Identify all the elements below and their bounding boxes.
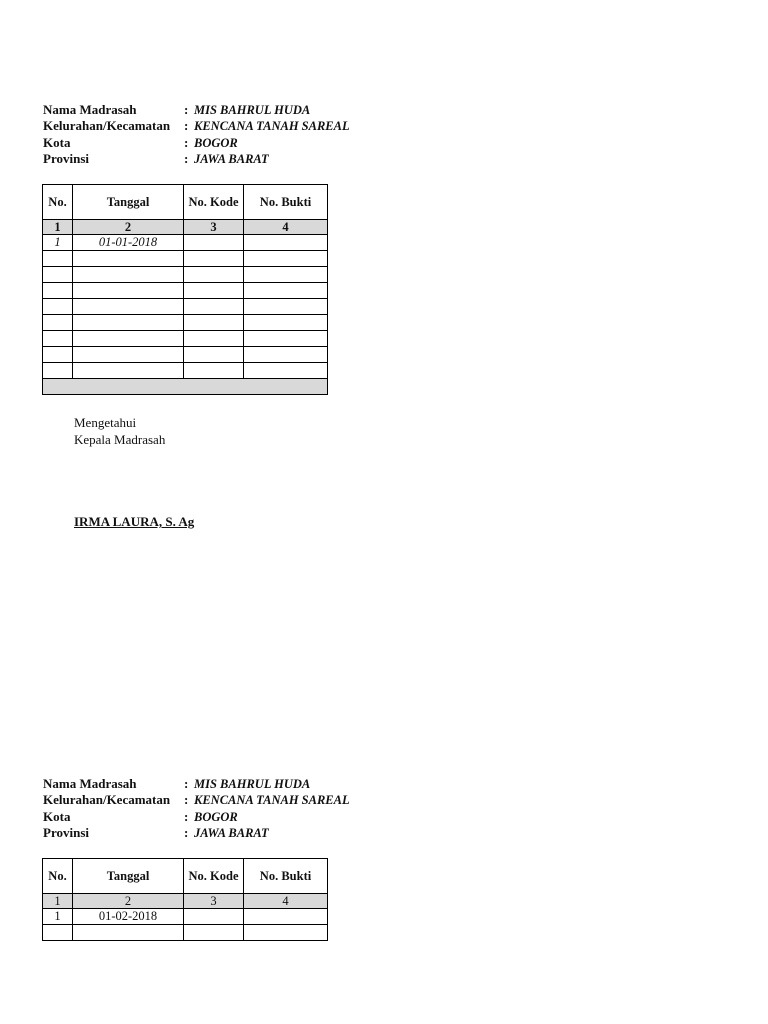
index-cell: 2 [73, 894, 184, 909]
index-row [43, 894, 328, 909]
table-row-empty [43, 331, 328, 347]
ledger-table-2 [42, 858, 328, 941]
info-row-kelurahan [43, 118, 350, 134]
header-tanggal: Tanggal [73, 185, 184, 220]
table-row-empty [43, 283, 328, 299]
table-row-empty [43, 347, 328, 363]
table-row [43, 909, 328, 925]
header-no-kode: No. Kode [184, 185, 244, 220]
info-colon: : [184, 776, 189, 791]
index-cell: 3 [184, 220, 244, 235]
cell-kode [184, 235, 244, 251]
info-label: Provinsi [43, 150, 89, 166]
cell-bukti [244, 909, 328, 925]
info-colon: : [184, 134, 189, 150]
cell-kode [184, 909, 244, 925]
info-value: JAWA BARAT [194, 825, 269, 840]
info-colon: : [184, 118, 189, 134]
info-label: Kota [43, 134, 71, 150]
index-cell: 3 [184, 894, 244, 909]
cell-bukti [244, 235, 328, 251]
info-row-nama [43, 776, 329, 792]
info-value: KENCANA TANAH SAREAL [194, 793, 350, 808]
info-label: Provinsi [43, 824, 89, 840]
index-cell: 2 [73, 220, 184, 235]
table-row-empty [43, 315, 328, 331]
cell-tanggal: 01-01-2018 [73, 235, 184, 251]
info-row-kelurahan [43, 792, 350, 808]
header-no-bukti: No. Bukti [244, 185, 328, 220]
info-row-provinsi [43, 825, 329, 841]
info-value: BOGOR [194, 809, 238, 824]
table-footer-row [43, 379, 328, 395]
info-label: Nama Madrasah [43, 102, 137, 117]
cell-tanggal: 01-02-2018 [73, 909, 184, 925]
cell-no: 1 [43, 235, 73, 251]
info-colon: : [184, 824, 189, 840]
signature-line-1: Mengetahui [74, 415, 137, 430]
cell-no: 1 [43, 909, 73, 925]
header-no-bukti: No. Bukti [244, 859, 328, 894]
info-row-provinsi [43, 151, 329, 167]
table-row [43, 235, 328, 251]
header-tanggal: Tanggal [73, 859, 184, 894]
index-cell: 1 [43, 894, 73, 909]
table-row-empty [43, 363, 328, 379]
table-header-row [43, 859, 328, 894]
info-value: BOGOR [194, 135, 238, 150]
table-row-empty [43, 267, 328, 283]
index-cell: 1 [43, 220, 73, 235]
info-value: KENCANA TANAH SAREAL [194, 119, 350, 134]
index-cell: 4 [244, 894, 328, 909]
info-row-kota [43, 809, 329, 825]
info-label: Kelurahan/Kecamatan [43, 792, 171, 808]
info-value: MIS BAHRUL HUDA [194, 103, 311, 117]
info-colon: : [184, 150, 189, 166]
signature-name: IRMA LAURA, S. Ag [74, 514, 195, 529]
school-info-1 [43, 102, 350, 167]
info-value: JAWA BARAT [194, 151, 269, 166]
info-label: Kelurahan/Kecamatan [43, 118, 171, 134]
info-colon: : [184, 808, 189, 824]
info-label: Nama Madrasah [43, 776, 137, 791]
signature-block [74, 414, 165, 448]
table-row-empty [43, 925, 328, 941]
info-row-nama [43, 102, 329, 118]
school-info-2 [43, 776, 350, 841]
header-no: No. [43, 185, 73, 220]
table-header-row [43, 185, 328, 220]
header-no-kode: No. Kode [184, 859, 244, 894]
info-row-kota [43, 135, 329, 151]
index-cell: 4 [244, 220, 328, 235]
info-label: Kota [43, 808, 71, 824]
header-no: No. [43, 859, 73, 894]
ledger-table-1 [42, 184, 328, 395]
info-colon: : [184, 102, 189, 117]
info-value: MIS BAHRUL HUDA [194, 777, 311, 791]
table-row-empty [43, 299, 328, 315]
table-row-empty [43, 251, 328, 267]
index-row [43, 220, 328, 235]
info-colon: : [184, 792, 189, 808]
signature-line-2: Kepala Madrasah [74, 432, 166, 447]
